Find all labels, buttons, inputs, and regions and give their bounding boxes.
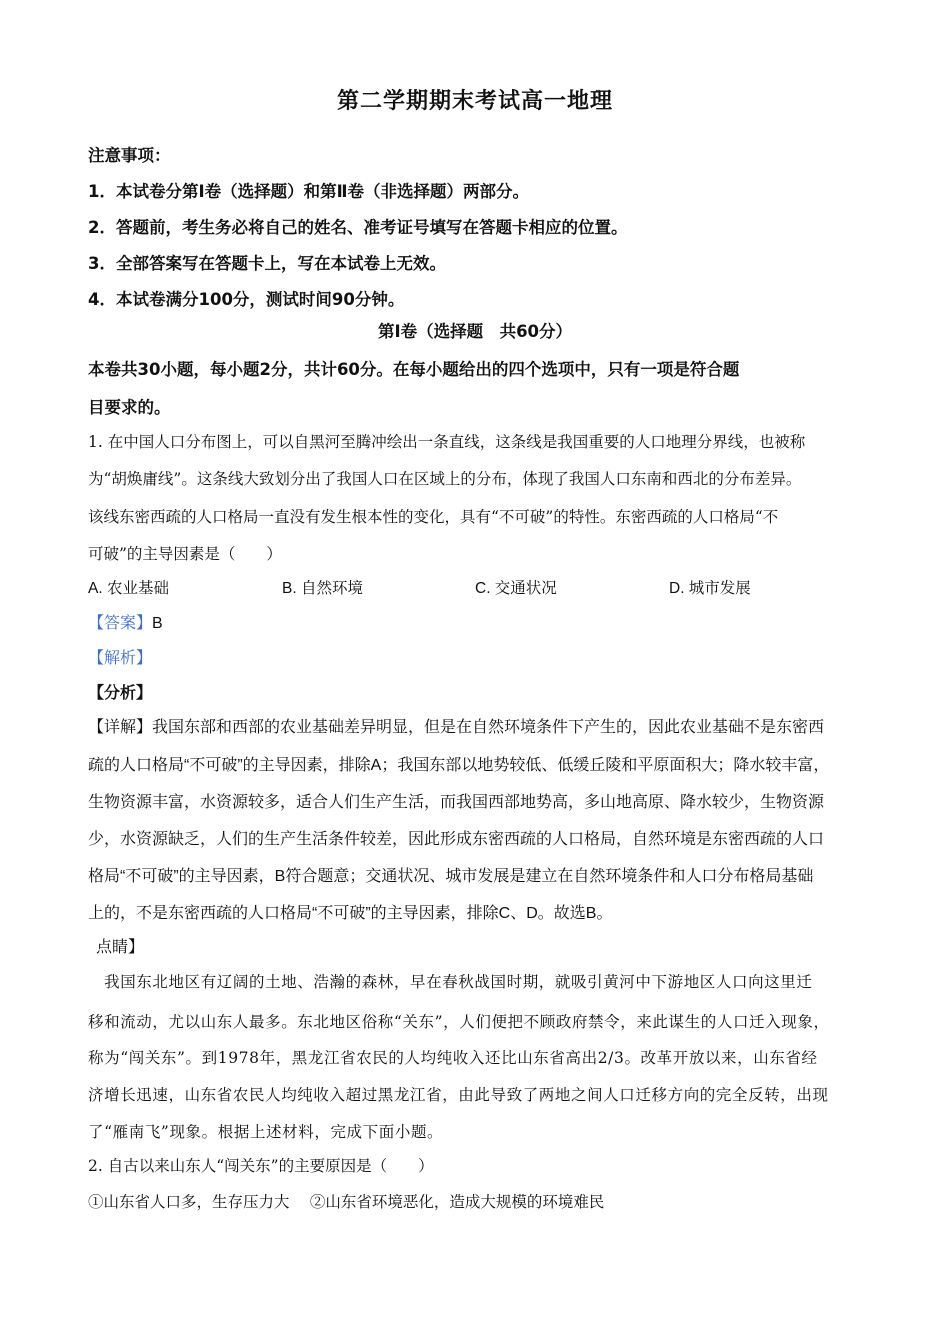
material-line: 济增长迅速，山东省农民人均纯收入超过黑龙江省，由此导致了两地之间人口迁移方向的完全反转，出现 — [88, 1086, 829, 1104]
question-1-stem: 为“胡焕庸线”。这条线大致划分出了我国人口在区域上的分布，体现了我国人口东南和西北的分布差异。 — [88, 470, 802, 488]
detail-line: 生物资源丰富，水资源较多，适合人们生产生活，而我国西部地势高，多山地高原、降水较少，生物资源 — [88, 794, 825, 811]
answer-value: B — [152, 615, 163, 632]
answer-label: 【答案】 — [88, 615, 153, 632]
option-a: A. 农业基础 — [88, 580, 169, 597]
section-description: 目要求的。 — [88, 398, 171, 417]
material-line: 称为“闯关东”。到1978年，黑龙江省农民的人均纯收入还比山东省高出2/3。改革开放以来，山东省经 — [88, 1049, 818, 1067]
option-c: C. 交通状况 — [475, 580, 557, 597]
question-1-stem: 可破”的主导因素是（ ） — [88, 545, 282, 563]
question-2-stem: 2. 自古以来山东人“闯关东”的主要原因是（ ） — [88, 1157, 434, 1175]
detail-line: 上的，不是东密西疏的人口格局“不可破”的主导因素，排除C、D。故选B。 — [88, 905, 613, 922]
page-title: 第二学期期末考试高一地理 — [336, 89, 613, 114]
section-description: 本卷共30小题，每小题2分，共计60分。在每小题给出的四个选项中，只有一项是符合题 — [88, 360, 740, 379]
notice-item: 4．本试卷满分100分，测试时间90分钟。 — [88, 290, 405, 309]
detail-line: 格局“不可破”的主导因素，B符合题意；交通状况、城市发展是建立在自然环境条件和人口分布格局基础 — [88, 868, 814, 885]
answer-line — [88, 610, 163, 633]
question-1-stem: 1. 在中国人口分布图上，可以自黑河至腾冲绘出一条直线，这条线是我国重要的人口地理分界线，也被称 — [88, 433, 806, 451]
detail-line: 【详解】我国东部和西部的农业基础差异明显，但是在自然环境条件下产生的，因此农业基础不是东密西 — [88, 719, 825, 736]
section-title: 第Ⅰ卷（选择题 共60分） — [377, 322, 573, 341]
detail-line: 少，水资源缺乏，人们的生产生活条件较差，因此形成东密西疏的人口格局，自然环境是东密西疏的人口 — [88, 831, 825, 848]
question-1-stem: 该线东密西疏的人口格局一直没有发生根本性的变化，具有“不可破”的特性。东密西疏的人口格局“不 — [88, 508, 779, 526]
notice-heading: 注意事项： — [88, 146, 171, 165]
fenxi-label: 【分析】 — [88, 685, 153, 702]
detail-line: 疏的人口格局“不可破”的主导因素，排除A；我国东部以地势较低、低缓丘陵和平原面积大；降水较丰富， — [88, 757, 830, 774]
question-2-items: ①山东省人口多，生存压力大 ②山东省环境恶化，造成大规模的环境难民 — [88, 1193, 605, 1211]
tip-label: 点睛】 — [96, 939, 145, 956]
material-line: 了“雁南飞”现象。根据上述材料，完成下面小题。 — [88, 1123, 444, 1141]
material-line: 移和流动，尤以山东人最多。东北地区俗称“关东”，人们便把不顾政府禁令，来此谋生的人口迁入现象， — [88, 1013, 830, 1031]
notice-item: 3．全部答案写在答题卡上，写在本试卷上无效。 — [88, 254, 446, 273]
option-d: D. 城市发展 — [669, 580, 751, 597]
jiexi-label: 【解析】 — [88, 650, 153, 667]
option-b: B. 自然环境 — [282, 580, 363, 597]
notice-item: 2．答题前，考生务必将自己的姓名、准考证号填写在答题卡相应的位置。 — [88, 218, 628, 237]
notice-item: 1．本试卷分第Ⅰ卷（选择题）和第Ⅱ卷（非选择题）两部分。 — [88, 182, 529, 201]
material-line: 我国东北地区有辽阔的土地、浩瀚的森林，早在春秋战国时期，就吸引黄河中下游地区人口向这里迁 — [88, 973, 813, 991]
